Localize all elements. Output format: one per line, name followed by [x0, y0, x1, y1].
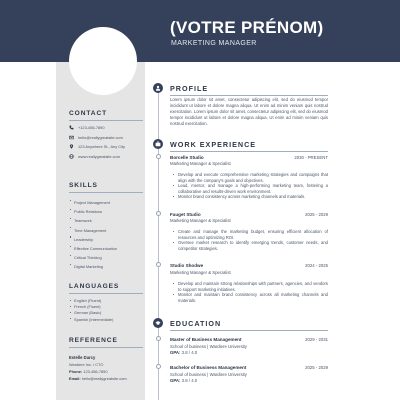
- contact-email: hello@reallygreatsite.com: [69, 135, 143, 140]
- job-bullet: Oversee market research to identify emerging trends, customer needs, and competitor strategies.: [170, 240, 328, 251]
- languages-divider: [69, 293, 143, 294]
- language-item: Spanish (Intermediate): [69, 317, 143, 323]
- contact-divider: [69, 120, 143, 121]
- education-school: School of business | Wardiere University: [170, 372, 247, 377]
- reference-phone: Phone: 123-456-7890: [69, 369, 108, 374]
- reference-org: Wardiere Inc. / CTO: [69, 362, 104, 367]
- job-company: Borcelle Studio: [170, 155, 204, 160]
- job-company: Studio Shodwe: [170, 263, 204, 268]
- profile-heading: PROFILE: [170, 84, 209, 93]
- skill-item: Project Management: [69, 198, 143, 207]
- languages-section: [69, 283, 143, 323]
- education-gpa: GPA: 3.8 / 4.0: [170, 350, 198, 355]
- contact-heading: CONTACT: [69, 110, 108, 117]
- profile-text: Lorem ipsum dolor sit amet, consectetur adipiscing elit, sed do eiusmod tempor incididunt ut labore et dolore magna aliqua. Ut enim ad minim veniam quis nostrud exercitation. Lorem ipsum dolor sit amet, consectetur adipiscing elit, sed do eiusmod tempor incididunt ut labore et dolore magna aliqua. Ut enim ad minim veniam quis nostrud exercitation.: [170, 97, 328, 126]
- person-icon: [153, 83, 163, 93]
- skill-item: Critical Thinking: [69, 253, 143, 262]
- job-dates: 2024 - 2025: [305, 263, 328, 268]
- skill-item: Teamwork: [69, 216, 143, 225]
- job-bullet: Develop and execute comprehensive marketing strategies and campaigns that align with the company's goals and objectives.: [170, 172, 328, 183]
- languages-heading: LANGUAGES: [69, 283, 120, 290]
- languages-list: [69, 298, 143, 323]
- skills-list: [69, 198, 143, 272]
- education-header: [170, 365, 328, 370]
- education-degree: Master of Business Management: [170, 337, 242, 342]
- phone-icon: [69, 125, 74, 130]
- job-bullet: Develop and maintain strong relationships with partners, agencies, and vendors to support marketing initiatives.: [170, 281, 328, 292]
- job-header: [170, 212, 328, 217]
- skill-item: Public Relations: [69, 207, 143, 216]
- skill-item: Time Management: [69, 226, 143, 235]
- globe-icon: [69, 154, 74, 159]
- profile-divider: [170, 95, 328, 96]
- job-bullets: [170, 281, 328, 303]
- education-header: [170, 337, 328, 342]
- job-role: Marketing Manager & Specialist: [170, 218, 231, 223]
- job-bullets: [170, 229, 328, 251]
- education-divider: [170, 330, 328, 331]
- education-heading: EDUCATION: [170, 319, 222, 328]
- education-gpa: GPA: 3.8 / 4.0: [170, 378, 198, 383]
- job-company: Fauget Studio: [170, 212, 201, 217]
- reference-name: Estelle Darcy: [69, 355, 96, 360]
- job-bullet: Lead, mentor, and manage a high-performing marketing team, fostering a collaborative and results-driven work environment.: [170, 183, 328, 194]
- reference-section: [69, 337, 143, 382]
- job-dates: 2025 - 2029: [305, 212, 328, 217]
- location-icon: [69, 144, 74, 149]
- timeline-line: [158, 88, 159, 400]
- job-bullet: Monitor brand consistency across marketing channels and materials.: [170, 194, 328, 200]
- briefcase-icon: [153, 139, 163, 149]
- education-dates: 2025 - 2029: [305, 365, 328, 370]
- reference-email: Email: hello@reallygreatsite.com: [69, 376, 127, 381]
- language-item: English (Fluent): [69, 298, 143, 304]
- job-dates: 2030 - PRESENT: [294, 155, 328, 160]
- skill-item: Leadership: [69, 235, 143, 244]
- job-header: [170, 263, 328, 268]
- graduation-cap-icon: [153, 318, 163, 328]
- job-bullets: [170, 172, 328, 200]
- job-bullet: Monitor and maintain brand consistency across all marketing channels and materials.: [170, 292, 328, 303]
- job-role: Marketing Manager & Specialist: [170, 270, 231, 275]
- skill-item: Effective Communication: [69, 244, 143, 253]
- education-school: School of business | Wardiere University: [170, 344, 247, 349]
- language-item: French (Fluent): [69, 304, 143, 310]
- contact-phone: +123-456-7890: [69, 125, 143, 130]
- job-header: [170, 155, 328, 160]
- job-title: MARKETING MANAGER: [171, 40, 257, 47]
- name-heading: (VOTRE PRÉNOM): [170, 18, 324, 37]
- skills-heading: SKILLS: [69, 182, 98, 189]
- reference-heading: REFERENCE: [69, 337, 118, 344]
- education-dates: 2029 - 2031: [305, 337, 328, 342]
- timeline-dot: [156, 211, 161, 216]
- skills-section: [69, 182, 143, 272]
- contact-section: [69, 110, 143, 159]
- work-experience-divider: [170, 151, 328, 152]
- timeline-dot: [156, 154, 161, 159]
- profile-photo-placeholder[interactable]: [69, 27, 137, 95]
- timeline-dot: [156, 262, 161, 267]
- language-item: German (Basic): [69, 310, 143, 316]
- timeline-dot: [156, 364, 161, 369]
- job-role: Marketing Manager & Specialist: [170, 161, 231, 166]
- email-icon: [69, 135, 74, 140]
- skills-divider: [69, 192, 143, 193]
- education-degree: Bachelor of Business Management: [170, 365, 247, 370]
- skill-item: Digital Marketing: [69, 262, 143, 271]
- reference-divider: [69, 347, 143, 348]
- timeline-dot: [156, 336, 161, 341]
- contact-website: www.reallygreatsite.com: [69, 154, 143, 159]
- work-experience-heading: WORK EXPERIENCE: [170, 140, 257, 149]
- job-bullet: Create and manage the marketing budget, ensuring efficient allocation of resources and optimizing ROI.: [170, 229, 328, 240]
- contact-address: 123 Anywhere St., Any City: [69, 144, 143, 149]
